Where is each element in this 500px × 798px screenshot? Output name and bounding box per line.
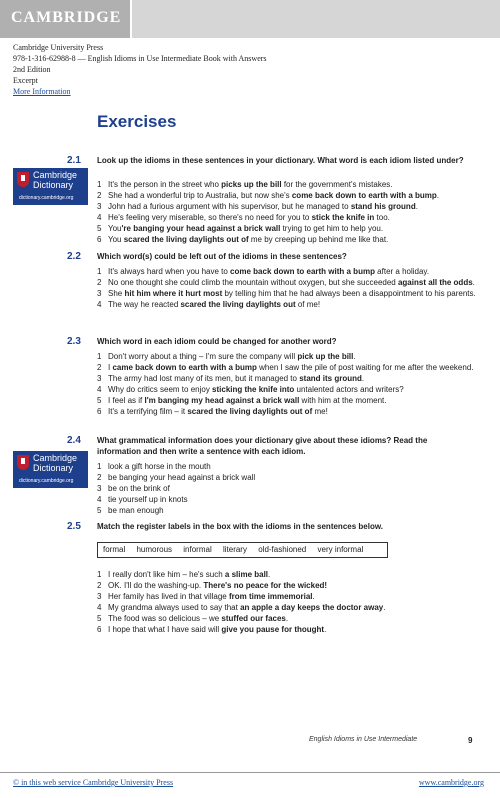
section-question: What grammatical information does your dictionary give about these idioms? Read the information and then write a sentence with each idiom.	[97, 436, 428, 456]
item-text: me by creeping up behind me like that.	[248, 235, 389, 244]
section-number: 2.5	[67, 521, 81, 532]
list-item	[97, 277, 482, 288]
publisher: Cambridge University Press	[13, 43, 104, 52]
cambridge-dictionary-badge[interactable]	[13, 451, 88, 488]
crest-icon	[17, 172, 29, 187]
more-information-link[interactable]: More Information	[13, 87, 71, 96]
cambridge-logo: CAMBRIDGE	[11, 9, 122, 26]
item-text: I really don't like him – he's such	[108, 570, 225, 579]
list-item	[97, 201, 482, 212]
item-number: 3	[97, 484, 102, 493]
item-text: for the government's mistakes.	[281, 180, 393, 189]
edition: 2nd Edition	[13, 65, 51, 74]
item-text: It's always hard when you have to	[108, 267, 231, 276]
banner-fill	[132, 0, 500, 38]
idiom-text: come back down to earth with a bump	[291, 191, 437, 200]
idiom-text: picks up the bill	[221, 180, 282, 189]
copyright-link[interactable]: © in this web service Cambridge University Press	[13, 778, 174, 787]
item-text: too.	[374, 213, 390, 222]
item-text: be man enough	[108, 506, 164, 515]
idiom-text: stick the knife in	[311, 213, 375, 222]
item-text: You	[108, 224, 122, 233]
item-number: 5	[97, 614, 102, 623]
item-number: 5	[97, 506, 102, 515]
website-link[interactable]: www.cambridge.org	[418, 778, 484, 787]
list-item	[97, 212, 482, 223]
badge-url: dictionary.cambridge.org	[19, 478, 74, 484]
item-text: with him at the moment.	[299, 396, 387, 405]
list-item	[97, 505, 482, 516]
idiom-text: stuffed our faces	[221, 614, 286, 623]
list-item	[97, 362, 482, 373]
register-label: very informal	[317, 545, 364, 554]
item-number: 3	[97, 289, 102, 298]
badge-line2: Dictionary	[33, 463, 74, 473]
list-item	[97, 234, 482, 245]
item-number: 6	[97, 235, 102, 244]
item-number: 5	[97, 396, 102, 405]
item-text: untalented actors and writers?	[294, 385, 404, 394]
item-text: No one thought she could climb the mountain without oxygen, but she succeeded	[108, 278, 398, 287]
idiom-text: against all the odds	[397, 278, 473, 287]
item-text: tie yourself up in knots	[108, 495, 188, 504]
item-number: 2	[97, 278, 102, 287]
list-item	[97, 461, 482, 472]
list-item	[97, 580, 482, 591]
idiom-text: 're banging your head against a brick wall	[121, 224, 281, 233]
badge-line2: Dictionary	[33, 180, 74, 190]
idiom-text: sticking the knife into	[212, 385, 295, 394]
item-text: .	[472, 278, 475, 287]
item-text: The army had lost many of its men, but it managed to	[108, 374, 300, 383]
item-text: of me!	[295, 300, 321, 309]
list-item	[97, 406, 482, 417]
list-item	[97, 373, 482, 384]
item-number: 2	[97, 581, 102, 590]
book-meta	[13, 42, 267, 97]
item-number: 4	[97, 495, 102, 504]
section-number: 2.4	[67, 435, 81, 446]
list-item	[97, 395, 482, 406]
item-text: Why do critics seem to enjoy	[108, 385, 213, 394]
item-text: .	[436, 191, 439, 200]
register-label: literary	[222, 545, 247, 554]
list-item	[97, 569, 482, 580]
idiom-text: pick up the bill	[297, 352, 354, 361]
idiom-text: I'm banging my head against a brick wall	[144, 396, 300, 405]
list-item	[97, 299, 482, 310]
idiom-text: a slime ball	[224, 570, 269, 579]
item-text: be on the brink of	[108, 484, 170, 493]
section-number: 2.1	[67, 155, 81, 166]
item-text: .	[268, 570, 271, 579]
item-text: You	[108, 235, 124, 244]
list-item	[97, 190, 482, 201]
item-number: 1	[97, 352, 102, 361]
list-item	[97, 179, 482, 190]
item-text: trying to get him to help you.	[280, 224, 384, 233]
list-item	[97, 266, 482, 277]
item-number: 3	[97, 374, 102, 383]
section-number: 2.3	[67, 336, 81, 347]
list-item	[97, 288, 482, 299]
item-number: 2	[97, 363, 102, 372]
item-number: 4	[97, 385, 102, 394]
item-text: .	[312, 592, 315, 601]
item-text: .	[285, 614, 289, 623]
item-number: 2	[97, 191, 102, 200]
item-list	[97, 351, 482, 417]
item-number: 1	[97, 462, 102, 471]
item-number: 3	[97, 592, 102, 601]
register-label: humorous	[136, 545, 173, 554]
section-number: 2.2	[67, 251, 81, 262]
item-text: .	[361, 374, 365, 383]
item-text: by telling him that he had always been a disappointment to his parents.	[222, 289, 476, 298]
badge-line1: Cambridge	[33, 170, 78, 180]
item-number: 4	[97, 603, 102, 612]
section-question: Match the register labels in the box with the idioms in the sentences below.	[97, 522, 383, 531]
list-item	[97, 613, 482, 624]
item-text: It's the person in the street who	[108, 180, 222, 189]
register-label: informal	[183, 545, 212, 554]
item-text: when I saw the pile of post waiting for me after the weekend.	[256, 363, 474, 372]
top-banner	[0, 0, 500, 38]
item-text: It's a terrifying film – it	[108, 407, 188, 416]
item-text: Her family has lived in that village	[108, 592, 229, 601]
item-list	[97, 461, 482, 516]
item-text: .	[353, 352, 356, 361]
badge-url: dictionary.cambridge.org	[19, 195, 74, 201]
list-item	[97, 602, 482, 613]
crest-icon	[17, 455, 29, 470]
item-number: 1	[97, 267, 102, 276]
idiom-text: stand its ground	[299, 374, 362, 383]
idiom-text: give you pause for thought	[221, 625, 325, 634]
idiom-text: come back down to earth with a bump	[230, 267, 375, 276]
item-text: look a gift horse in the mouth	[108, 462, 211, 471]
item-list	[97, 179, 482, 245]
item-text: OK. I'll do the washing-up.	[108, 581, 204, 590]
item-number: 3	[97, 202, 102, 211]
list-item	[97, 494, 482, 505]
item-text: I feel as if	[108, 396, 145, 405]
item-number: 5	[97, 224, 102, 233]
idiom-text: scared the living daylights out	[180, 300, 296, 309]
idiom-text: scared the living daylights out of	[123, 235, 249, 244]
item-text: .	[415, 202, 418, 211]
section-question: Look up the idioms in these sentences in your dictionary. What word is each idiom listed under?	[97, 156, 464, 165]
item-text: She had a wonderful trip to Australia, but now she's	[108, 191, 292, 200]
item-text: be banging your head against a brick wall	[108, 473, 256, 482]
section-question: Which word in each idiom could be changed for another word?	[97, 337, 337, 346]
idiom-text: from time immemorial	[228, 592, 313, 601]
item-number: 1	[97, 570, 102, 579]
list-item	[97, 483, 482, 494]
section-question: Which word(s) could be left out of the idioms in these sentences?	[97, 252, 347, 261]
excerpt-label: Excerpt	[13, 76, 38, 85]
badge-line1: Cambridge	[33, 453, 78, 463]
item-text: Don't worry about a thing – I'm sure the company will	[108, 352, 298, 361]
item-text: after a holiday.	[374, 267, 430, 276]
item-text: me!	[312, 407, 328, 416]
item-text: I hope that what I have said will	[108, 625, 222, 634]
running-footer: English Idioms in Use Intermediate	[309, 736, 418, 743]
idiom-text: scared the living daylights out of	[187, 407, 313, 416]
register-label: formal	[103, 545, 126, 554]
idiom-text: stand his ground	[350, 202, 416, 211]
list-item	[97, 624, 482, 635]
item-text: The food was so delicious – we	[108, 614, 222, 623]
item-text: I	[108, 363, 113, 372]
item-text: John had a furious argument with his supervisor, but he managed to	[108, 202, 351, 211]
page-title: Exercises	[97, 112, 177, 131]
item-text: She	[108, 289, 125, 298]
idiom-text: came back down to earth with a bump	[112, 363, 257, 372]
list-item	[97, 472, 482, 483]
item-text: .	[324, 625, 327, 634]
list-item	[97, 384, 482, 395]
item-number: 1	[97, 180, 102, 189]
page-number: 9	[468, 736, 473, 745]
idiom-text: an apple a day keeps the doctor away	[240, 603, 384, 612]
item-text: My grandma always used to say that	[108, 603, 241, 612]
item-list	[97, 266, 482, 310]
item-text: The way he reacted	[108, 300, 181, 309]
list-item	[97, 591, 482, 602]
item-text: He's feeling very miserable, so there's no need for you to	[108, 213, 312, 222]
item-number: 4	[97, 213, 102, 222]
register-label: old-fashioned	[258, 545, 307, 554]
brand-box	[0, 0, 130, 38]
isbn-line: 978-1-316-62988-8 — English Idioms in Use Intermediate Book with Answers	[13, 54, 267, 63]
idiom-text: There's no peace for the wicked!	[203, 581, 328, 590]
cambridge-dictionary-badge[interactable]	[13, 168, 88, 205]
item-text: .	[383, 603, 386, 612]
item-number: 4	[97, 300, 102, 309]
register-labels-box	[97, 542, 388, 558]
divider	[0, 772, 500, 773]
list-item	[97, 223, 482, 234]
idiom-text: hit him where it hurt most	[124, 289, 223, 298]
item-number: 6	[97, 407, 102, 416]
item-number: 2	[97, 473, 102, 482]
item-number: 6	[97, 625, 102, 634]
item-list	[97, 569, 482, 635]
list-item	[97, 351, 482, 362]
